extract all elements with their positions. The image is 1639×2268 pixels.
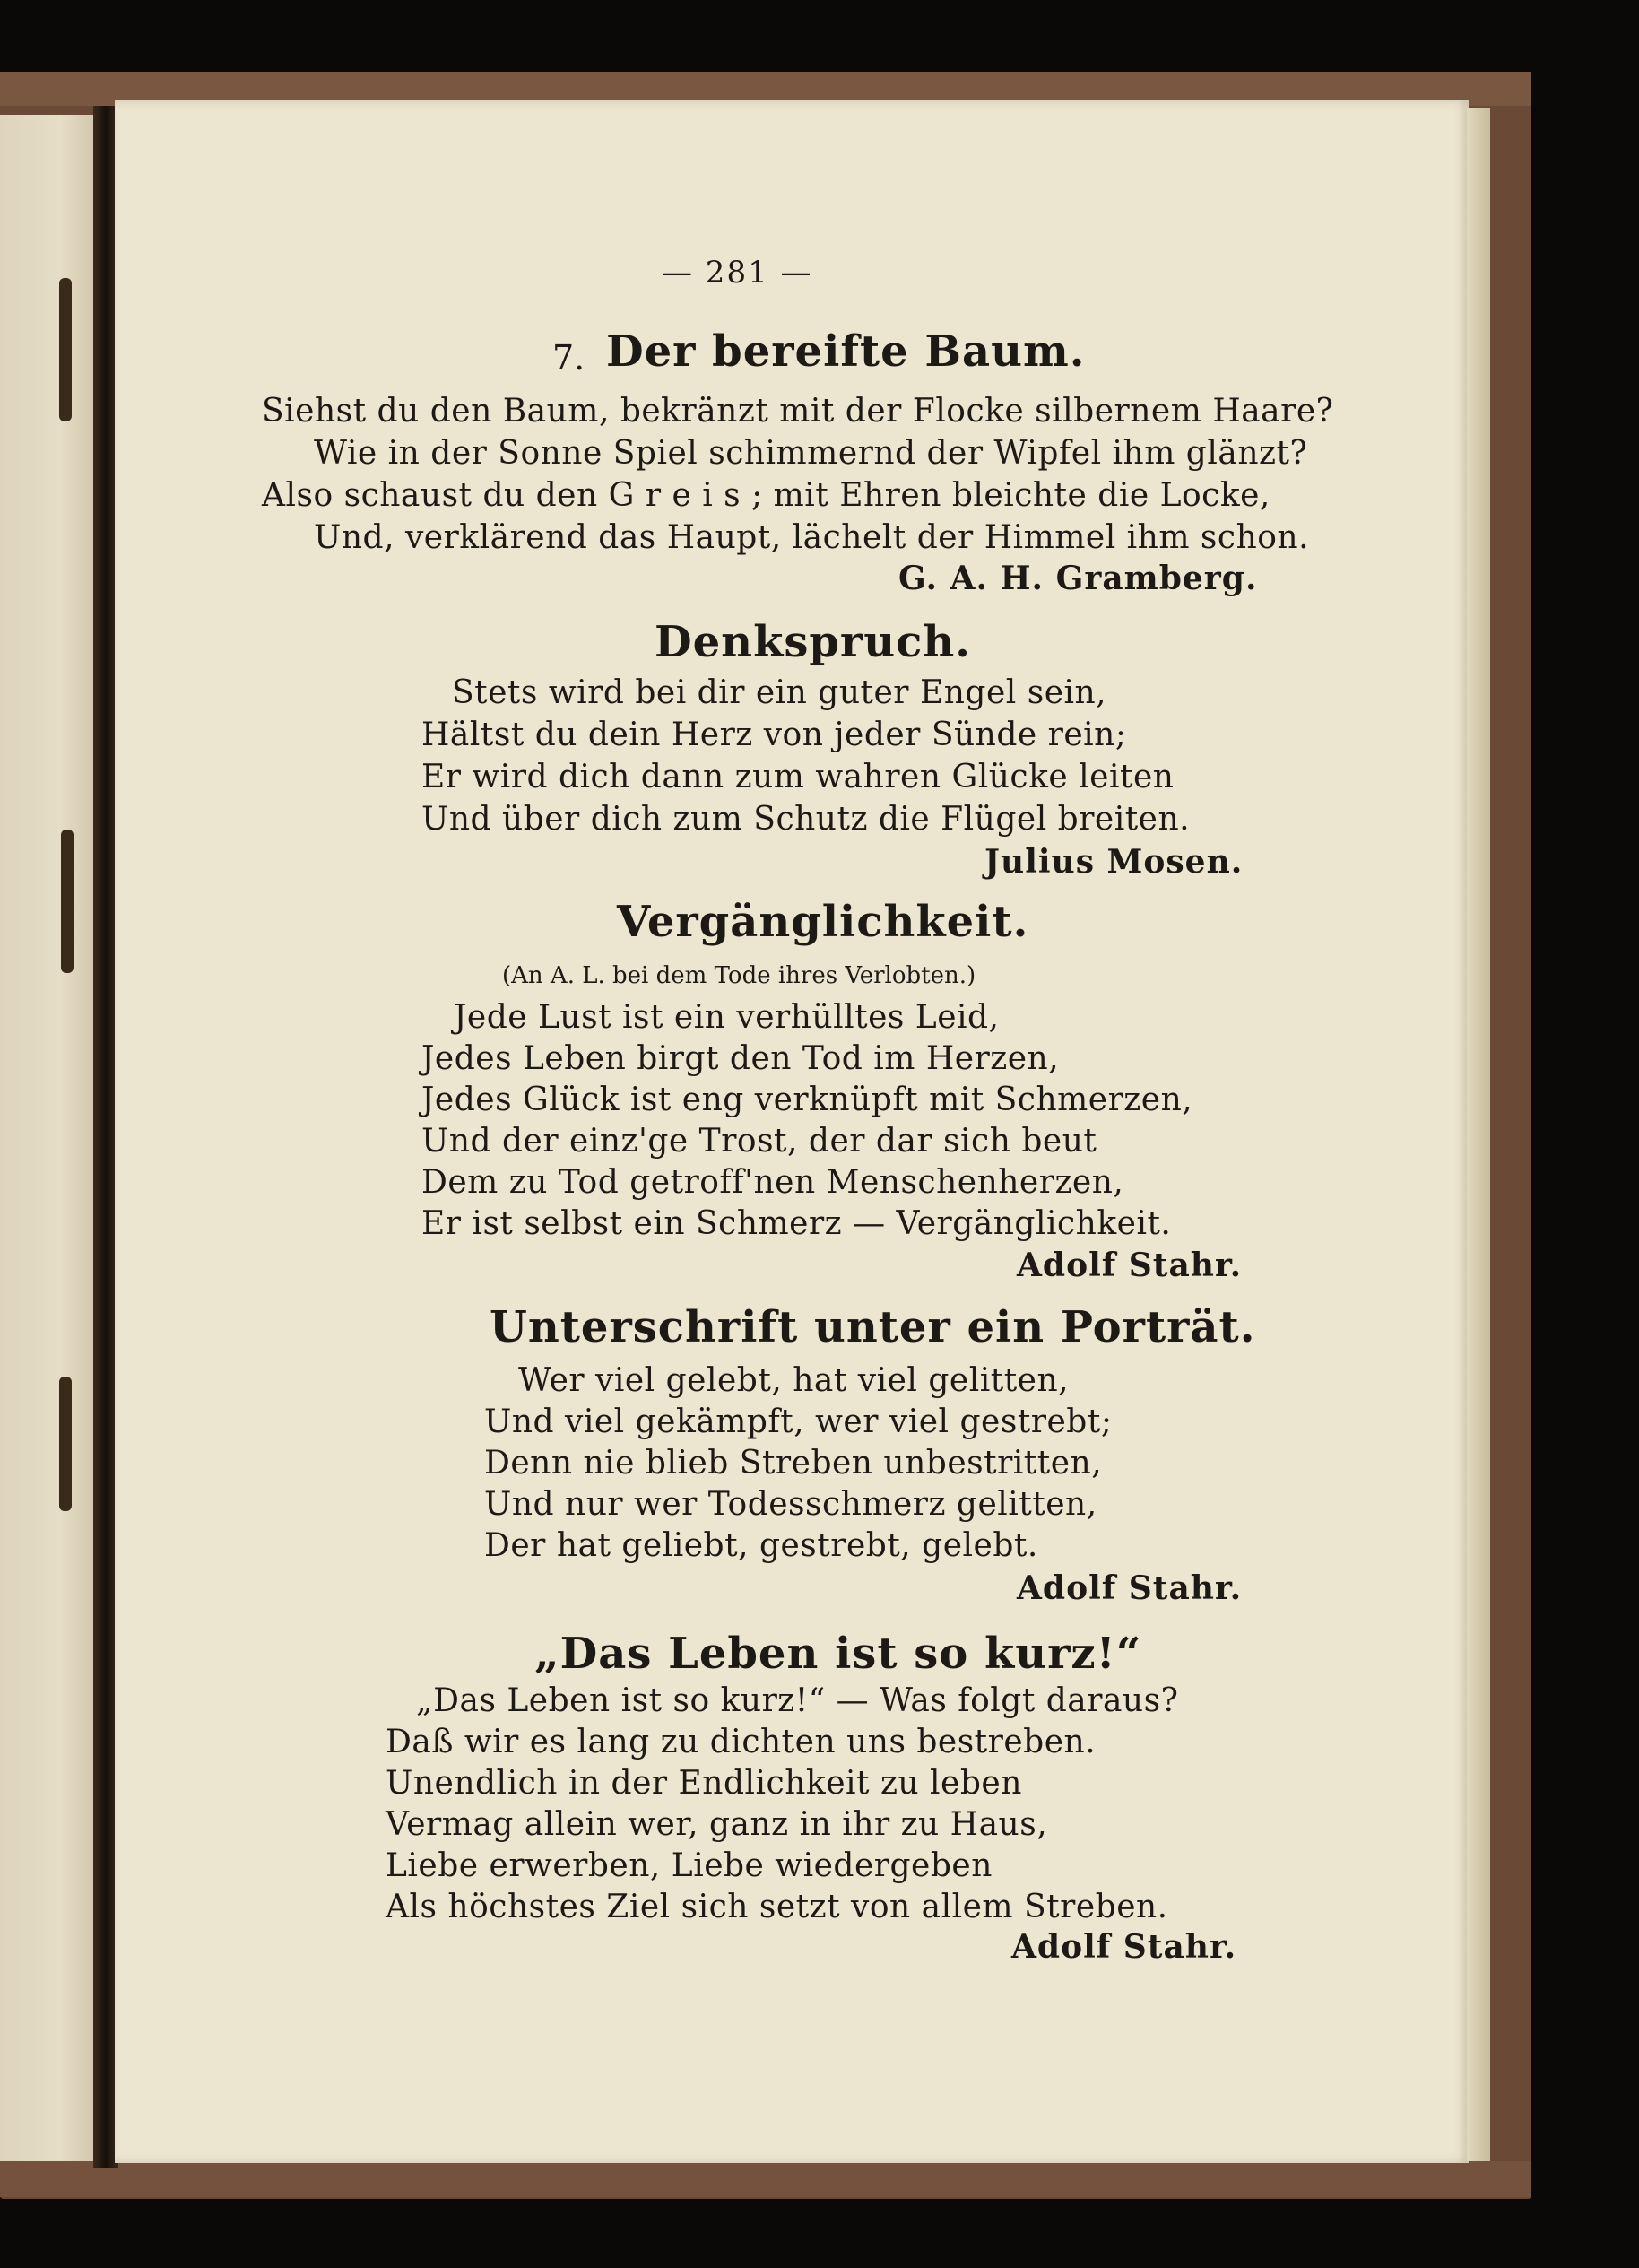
poem-title: Vergänglichkeit. <box>617 897 1029 947</box>
poem-title: Unterschrift unter ein Porträt. <box>490 1302 1256 1352</box>
poem-line: Wer viel gelebt, hat viel gelitten, <box>518 1362 1070 1399</box>
poem-line: Daß wir es lang zu dichten uns bestreben. <box>386 1724 1097 1760</box>
page-number: — 281 — <box>662 255 813 291</box>
binding-thread <box>59 278 72 421</box>
poem-line: Liebe erwerben, Liebe wiedergeben <box>386 1847 993 1884</box>
poem-line: Wie in der Sonne Spiel schimmernd der Wipfel ihm glänzt? <box>314 435 1308 472</box>
poem-title: „Das Leben ist so kurz!“ <box>534 1629 1142 1679</box>
poem-title: Denkspruch. <box>655 617 971 667</box>
poem-line: Hältst du dein Herz von jeder Sünde rein; <box>421 717 1127 753</box>
poem-line: Und über dich zum Schutz die Flügel breiten. <box>421 801 1191 838</box>
poem-author: G. A. H. Gramberg. <box>898 560 1258 597</box>
poem-author: Adolf Stahr. <box>1011 1928 1237 1966</box>
poem-line: Also schaust du den G r e i s ; mit Ehren bleichte die Locke, <box>262 477 1270 514</box>
poem-line: Stets wird bei dir ein guter Engel sein, <box>452 674 1107 711</box>
poem-line: Er ist selbst ein Schmerz — Vergänglichkeit. <box>421 1205 1172 1242</box>
poem-line: Jedes Glück ist eng verknüpft mit Schmerzen, <box>421 1082 1193 1118</box>
poem-author: Julius Mosen. <box>984 843 1244 881</box>
poem-subtitle: (An A. L. bei dem Tode ihres Verlobten.) <box>502 962 976 989</box>
poem-author: Adolf Stahr. <box>1017 1247 1243 1284</box>
poem-line: Vermag allein wer, ganz in ihr zu Haus, <box>386 1806 1048 1843</box>
binding-thread <box>59 1377 72 1511</box>
poem-line: Als höchstes Ziel sich setzt von allem Streben. <box>386 1889 1168 1925</box>
poem-line: Unendlich in der Endlichkeit zu leben <box>386 1765 1022 1802</box>
left-facing-page <box>0 115 100 2161</box>
poem-title: Der bereifte Baum. <box>606 326 1086 377</box>
binding-thread <box>61 830 74 973</box>
poem-number: 7. <box>552 338 585 378</box>
cover-bottom-edge <box>0 2161 1531 2197</box>
page-edge-stack <box>1467 108 1490 2161</box>
poem-line: Und der einz'ge Trost, der dar sich beut <box>421 1123 1097 1160</box>
poem-line: Und viel gekämpft, wer viel gestrebt; <box>484 1403 1113 1440</box>
poem-line: Und, verklärend das Haupt, lächelt der Himmel ihm schon. <box>314 519 1310 556</box>
poem-line: Er wird dich dann zum wahren Glücke leiten <box>421 759 1175 795</box>
poem-line: Jede Lust ist ein verhülltes Leid, <box>454 999 1000 1036</box>
poem-line: Denn nie blieb Streben unbestritten, <box>484 1445 1103 1482</box>
poem-line: Jedes Leben birgt den Tod im Herzen, <box>421 1040 1060 1077</box>
poem-line: Dem zu Tod getroff'nen Menschenherzen, <box>421 1164 1124 1201</box>
poem-line: Der hat geliebt, gestrebt, gelebt. <box>484 1527 1038 1564</box>
poem-line: Siehst du den Baum, bekränzt mit der Flocke silbernem Haare? <box>262 393 1334 430</box>
poem-line: Und nur wer Todesschmerz gelitten, <box>484 1486 1097 1523</box>
poem-author: Adolf Stahr. <box>1017 1569 1243 1607</box>
poem-line: „Das Leben ist so kurz!“ — Was folgt daraus? <box>416 1682 1179 1719</box>
